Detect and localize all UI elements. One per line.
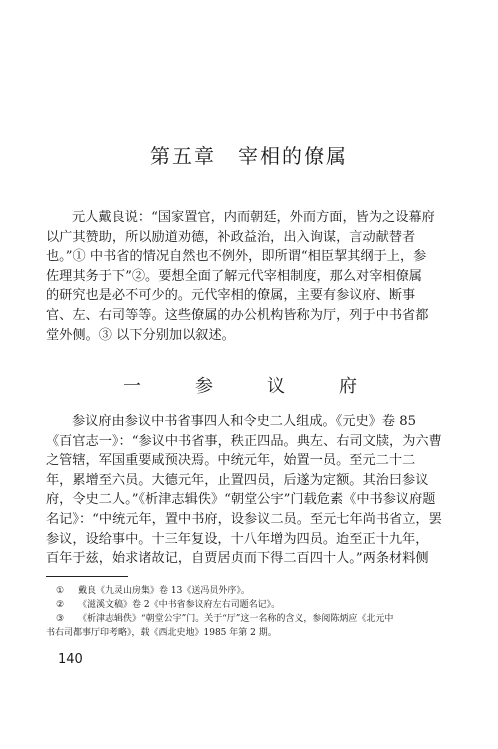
footnote-divider xyxy=(46,576,128,577)
footnote-number: ③ xyxy=(56,614,65,624)
paragraph-canyifu xyxy=(46,412,452,569)
text-line: 佐理其务于下”②。要想全面了解元代宰相制度，那么对宰相僚属 xyxy=(46,268,422,284)
chapter-title: 第五章 宰相的僚属 xyxy=(150,144,348,168)
footnote-text: 书右司都事厅印考略》，载《西北史地》1985 年第 2 期。 xyxy=(46,628,277,638)
footnotes xyxy=(46,584,452,640)
text-line: 的研究也是必不可少的。元代宰相的僚属，主要有参议府、断事 xyxy=(46,288,416,304)
text-line: 之管辖，军国重要咸预决焉。中统元年，始置一员。至元二十二 xyxy=(46,453,416,469)
footnote xyxy=(56,584,452,598)
text-line: 堂外侧。③ 以下分别加以叙述。 xyxy=(46,327,235,343)
text-line: 名记》：“中统元年，置中书府，设参议二员。至元七年尚书省立，罢 xyxy=(46,511,442,527)
footnote-continuation xyxy=(46,626,452,640)
text-line: 百年于兹，始求诸故记，自贾居贞而下得二百四十人。”两条材料侧 xyxy=(46,551,429,567)
footnote xyxy=(56,612,452,626)
footnote-text: 《滋溪文稿》卷 2《中书省参议府左右司题名记》。 xyxy=(78,600,281,610)
text-line: 参议府由参议中书省事四人和令史二人组成。《元史》卷 85 xyxy=(72,414,417,429)
paragraph-intro xyxy=(46,208,452,345)
text-line: 《百官志一》：“参议中书省事，秩正四品。典左、右司文牍，为六曹 xyxy=(46,433,442,449)
footnote-text: 戴良《九灵山房集》卷 13《送冯员外序》。 xyxy=(78,586,250,596)
text-line: 年，累增至六员。大德元年，止置四员，后遂为定额。其治曰参议 xyxy=(46,472,429,488)
footnote-number: ② xyxy=(56,600,65,610)
footnote-text: 《析津志辑佚》“朝堂公宇”门。关于“厅”这一名称的含义，参阅陈炳应《北元中 xyxy=(78,614,394,624)
text-line: 参议，设给事中。十三年复设，十八年增为四员。迨至正十九年， xyxy=(46,531,429,547)
text-line: 以广其赞助，所以励道劝德，补政益治，出入询谋，言动献替者 xyxy=(46,229,416,245)
text-line: 府，令史二人。”《析津志辑佚》“朝堂公宇”门载危素《中书参议府题 xyxy=(46,492,436,508)
text-line: 官、左、右司等等。这些僚属的办公机构皆称为厅，列于中书省都 xyxy=(46,307,429,323)
footnote-number: ① xyxy=(56,586,65,596)
text-line: 元人戴良说：“国家置官，内而朝廷，外而方面，皆为之设幕府 xyxy=(72,210,435,225)
footnote xyxy=(56,598,452,612)
section-title: 一 参 议 府 xyxy=(123,376,375,397)
text-line: 也。”① 中书省的情况自然也不例外，即所谓“相臣挈其纲于上，参 xyxy=(46,249,427,265)
page-number: 140 xyxy=(58,652,83,667)
